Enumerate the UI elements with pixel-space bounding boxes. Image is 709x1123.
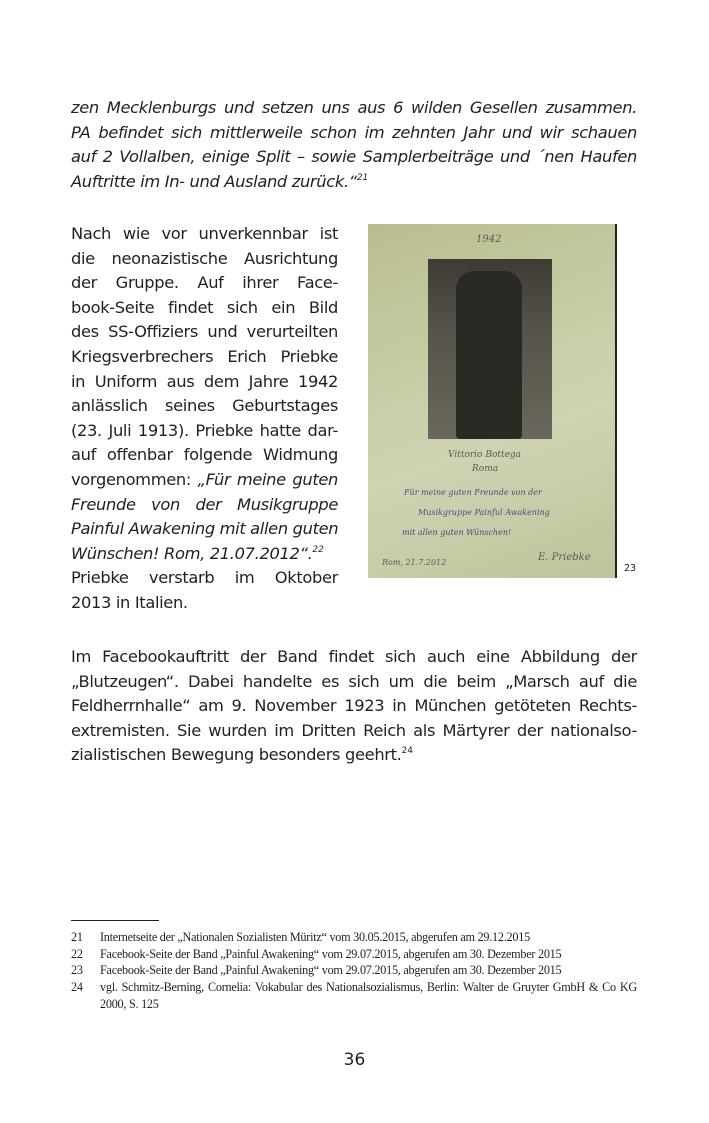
handwriting-year: 1942 bbox=[476, 234, 502, 245]
text-line: die neonazistische Ausrichtung bbox=[71, 248, 338, 268]
text-line: 2013 in Italien. bbox=[71, 592, 188, 612]
handwriting-dedication: mit allen guten Wünschen! bbox=[402, 528, 512, 537]
text-line: Priebke verstarb im Oktober bbox=[71, 568, 338, 588]
footnote-number: 24 bbox=[71, 980, 83, 995]
text-line: der Gruppe. Auf ihrer Face- bbox=[71, 273, 338, 293]
text-line: PA befindet sich mittlerweile schon im zehnten Jahr und wir schauen bbox=[71, 122, 637, 142]
footnote-number: 22 bbox=[71, 946, 83, 961]
handwriting-place: Roma bbox=[472, 464, 499, 474]
footnote-ref-21[interactable]: 21 bbox=[356, 172, 369, 183]
handwriting-place: Vittorio Bottega bbox=[448, 450, 522, 460]
text-line: „Blutzeugen“. Dabei handelte es sich um die beim „Marsch auf die bbox=[71, 671, 637, 691]
text-line: book-Seite findet sich ein Bild bbox=[71, 297, 338, 317]
photo-credit-ref-23[interactable]: 23 bbox=[624, 563, 637, 574]
footnote-24 bbox=[71, 979, 637, 1012]
portrait-image bbox=[428, 259, 552, 439]
text-line: Kriegsverbrechers Erich Priebke bbox=[71, 346, 338, 366]
text-line: vorgenommen: „Für meine guten bbox=[71, 469, 338, 489]
text-line: Im Facebookauftritt der Band findet sich auch eine Abbildung der bbox=[71, 647, 637, 666]
footnote-divider bbox=[71, 920, 159, 921]
page-number: 36 bbox=[343, 1050, 366, 1070]
handwriting-signature: E. Priebke bbox=[538, 552, 591, 563]
footnote-text: Facebook-Seite der Band „Painful Awakening“ vom 29.07.2015, abgerufen am 30. Dezember 2015 bbox=[100, 946, 562, 961]
footnote-text: Internetseite der „Nationalen Sozialisten Müritz“ vom 30.05.2015, abgerufen am 29.12.2015 bbox=[100, 930, 530, 944]
handwriting-dedication: Für meine guten Freunde von der bbox=[404, 488, 542, 497]
footnote-text: vgl. Schmitz-Berning, Cornelia: Vokabular des Nationalsozialismus, Berlin: Walter de Gruyter GmbH & Co KG 2000, S. 125 bbox=[100, 980, 637, 1011]
handwriting-date: Rom, 21.7.2012 bbox=[382, 558, 447, 567]
text-line: Painful Awakening mit allen guten bbox=[71, 519, 339, 539]
priebke-paragraph bbox=[71, 222, 338, 616]
text-line: Auftritte im In- und Ausland zurück.“$^{21}$ bbox=[71, 171, 369, 191]
footnote-22 bbox=[71, 946, 637, 963]
uniformed-figure bbox=[456, 271, 522, 439]
text-line: Feldherrnhalle“ am 9. November 1923 in München getöteten Rechts- bbox=[71, 696, 637, 716]
footnote-23 bbox=[71, 962, 637, 979]
dedication-quote: „Für meine guten bbox=[197, 469, 338, 489]
quote-continuation bbox=[71, 96, 637, 194]
footnote-number: 23 bbox=[71, 963, 83, 978]
text-line: zen Mecklenburgs und setzen uns aus 6 wilden Gesellen zusammen. bbox=[71, 98, 637, 117]
text-line: zialistischen Bewegung besonders geehrt.$^{24}$ bbox=[71, 745, 413, 765]
text-line: Freunde von der Musikgruppe bbox=[71, 494, 338, 514]
text-line: auf offenbar folgende Widmung bbox=[71, 445, 338, 465]
text-line: in Uniform aus dem Jahre 1942 bbox=[71, 371, 338, 391]
text-line: des SS-Offiziers und verurteilten bbox=[71, 322, 338, 342]
text-line: Wünschen! Rom, 21.07.2012“.$^{22}$ bbox=[71, 543, 324, 563]
text-line: extremisten. Sie wurden im Dritten Reich als Märtyrer der nationalso- bbox=[71, 720, 637, 740]
footnote-number: 21 bbox=[71, 930, 83, 944]
footnote-ref-22[interactable]: 22 bbox=[312, 544, 324, 555]
footnote-21 bbox=[71, 929, 637, 946]
handwriting-dedication: Musikgruppe Painful Awakening bbox=[418, 508, 550, 517]
footnotes bbox=[71, 929, 637, 1013]
blutzeugen-paragraph bbox=[71, 645, 637, 768]
text-line: anlässlich seines Geburtstages bbox=[71, 396, 338, 416]
priebke-photo bbox=[368, 224, 617, 578]
footnote-ref-24[interactable]: 24 bbox=[401, 746, 413, 757]
footnote-text: Facebook-Seite der Band „Painful Awakening“ vom 29.07.2015, abgerufen am 30. Dezember 2015 bbox=[100, 963, 562, 978]
text-line: (23. Juli 1913). Priebke hatte dar- bbox=[71, 420, 338, 440]
text-line: Nach wie vor unverkennbar ist bbox=[71, 224, 338, 243]
text-line: auf 2 Vollalben, einige Split – sowie Samplerbeiträge und ´nen Haufen bbox=[71, 147, 637, 167]
